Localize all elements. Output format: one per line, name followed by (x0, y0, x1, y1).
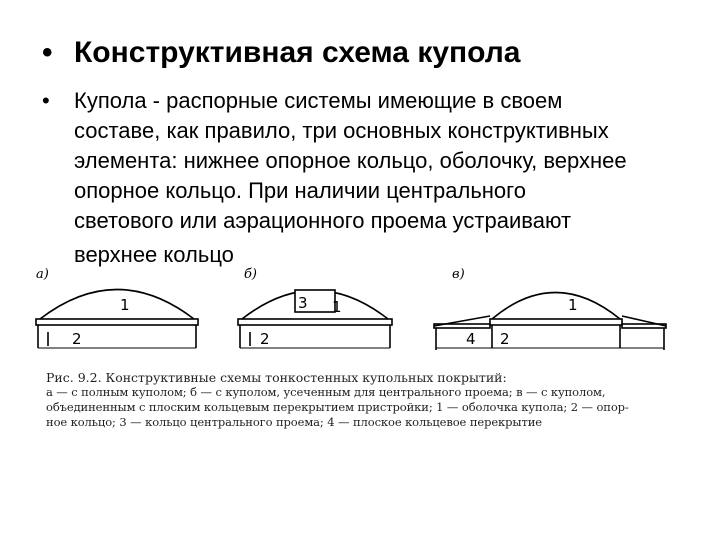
label-support-ring: 2 (260, 330, 270, 348)
dome-shell (40, 290, 194, 320)
title-text: Конструктивная схема купола (74, 36, 521, 69)
caption-line: ное кольцо; 3 — кольцо центрального проема; 4 — плоское кольцевое перекрытие (46, 415, 542, 429)
caption-line: а — с полным куполом; б — с куполом, усеченным для центрального проема; в — с куполом, (46, 385, 606, 399)
label-support-ring: 2 (72, 330, 82, 348)
body-lines (74, 86, 674, 267)
dome-shell (492, 293, 620, 320)
caption-line: объединенным с плоским кольцевым перекрытием пристройки; 1 — оболочка купола; 2 — опор- (46, 400, 629, 414)
body-bullet: • (42, 88, 50, 113)
dome-schemes-svg (30, 262, 690, 362)
title-bullet: • (42, 36, 53, 69)
body-line-cut: верхнее кольцо (74, 242, 234, 267)
support-ring (490, 319, 622, 325)
scheme-c-letter: в) (452, 267, 465, 282)
body-line: опорное кольцо. При наличии центрального (74, 178, 526, 203)
label-support-ring: 2 (500, 330, 510, 348)
body-line: светового или аэрационного проема устраивают (74, 208, 572, 233)
label-flat-slab: 4 (466, 330, 476, 348)
support-ring (36, 319, 198, 325)
ring-slab (622, 324, 666, 328)
body-line: элемента: нижнее опорное кольцо, оболочку, верхнее (74, 148, 627, 173)
caption-title: Рис. 9.2. Конструктивные схемы тонкостенных купольных покрытий: (46, 370, 507, 385)
label-opening-ring: 3 (298, 294, 308, 312)
body-line: составе, как правило, три основных конструктивных (74, 118, 609, 143)
label-shell: 1 (568, 296, 578, 314)
label-shell: 1 (332, 298, 342, 316)
label-shell: 1 (120, 296, 130, 314)
scheme-b-letter: б) (244, 267, 258, 282)
scheme-a (36, 290, 198, 349)
support-ring (238, 319, 392, 325)
scheme-a-letter: а) (36, 267, 49, 282)
body-line: Купола - распорные системы имеющие в своем (74, 88, 563, 113)
figure-caption (46, 370, 686, 430)
ring-slab (434, 324, 490, 328)
